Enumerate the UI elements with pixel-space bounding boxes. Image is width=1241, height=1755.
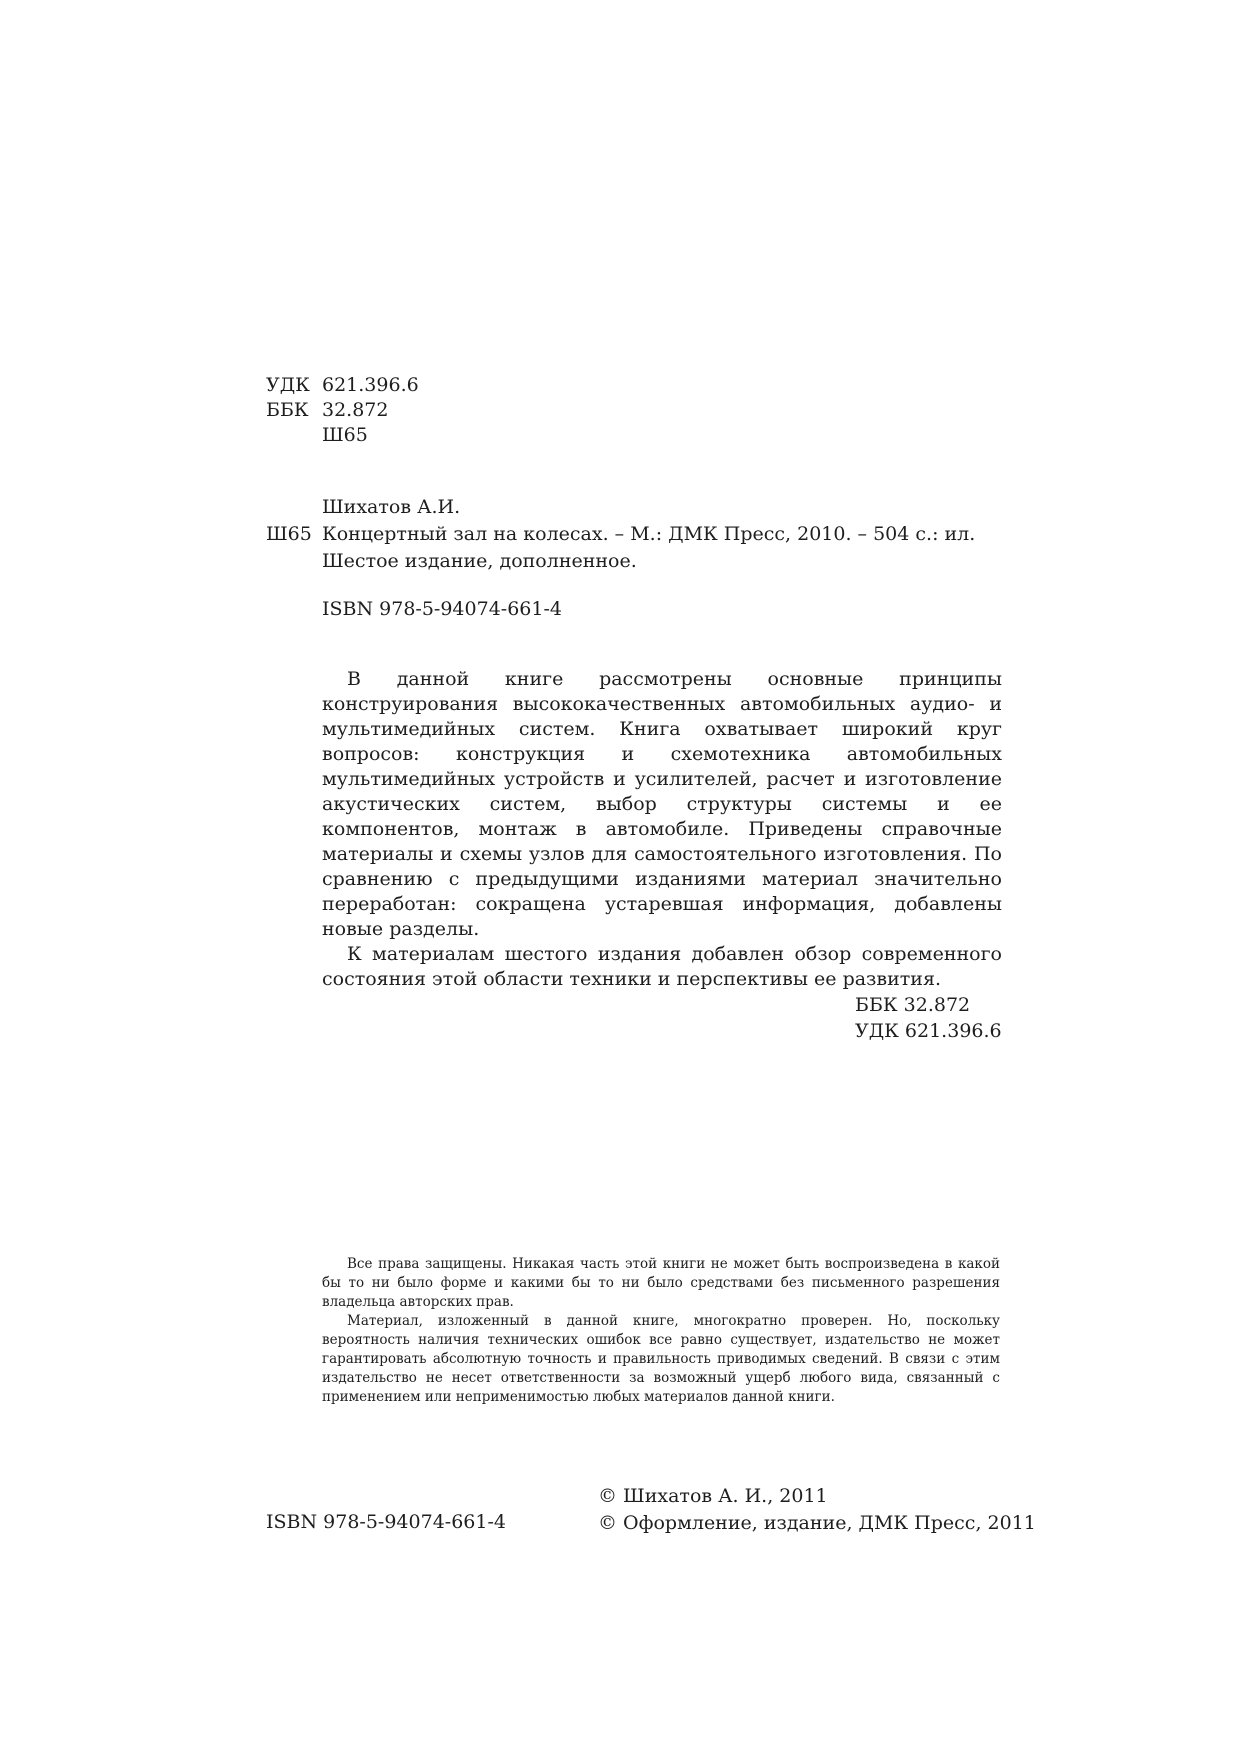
classification-codes [266,373,419,448]
author-mark: Ш65 [322,424,368,446]
biblio-mark: Ш65 [266,523,312,545]
copyright-author: © Шихатов А. И., 2011 [598,1485,828,1507]
author-name: Шихатов А.И. [322,496,461,518]
bbk-row [266,398,419,423]
bbk-value: 32.872 [322,399,389,421]
udk-label: УДК [266,374,310,396]
udk-value: 621.396.6 [322,374,419,396]
udk-row [266,373,419,398]
rights-paragraph: Материал, изложенный в данной книге, многократно проверен. Но, поскольку вероятность наличия технических ошибок все равно существует, издательство не может гарантировать абсолютную точность и правильность приводимых сведений. В связи с этим издательство не несет ответственности за возможный ущерб любого вида, связанный с применением или неприменимостью любых материалов данной книги. [322,1313,1000,1405]
author-mark-row [266,423,419,448]
right-classification-codes [855,993,1002,1045]
copyright-publisher: © Оформление, издание, ДМК Пресс, 2011 [598,1512,1036,1534]
rights-paragraph: Все права защищены. Никакая часть этой книги не может быть воспроизведена в какой бы то ни было форме и какими бы то ни было средствами без письменного разрешения владельца авторских прав. [322,1256,1000,1310]
footer-isbn: ISBN 978-5-94074-661-4 [266,1511,506,1533]
annotation-paragraph: К материалам шестого издания добавлен обзор современного состояния этой области техники и перспективы ее развития. [322,943,1002,990]
biblio-isbn: ISBN 978-5-94074-661-4 [322,598,562,620]
bibliographic-record [266,495,975,624]
annotation-paragraph: В данной книге рассмотрены основные принципы конструирования высококачественных автомобильных аудио- и мультимедийных систем. Книга охватывает широкий круг вопросов: конструкция и схемотехника автомобильных мультимедийных устройств и усилителей, расчет и изготовление акустических систем, выбор структуры системы и ее компонентов, монтаж в автомобиле. Приведены справочные материалы и схемы узлов для самостоятельного изготовления. По сравнению с предыдущими изданиями материал значительно переработан: сокращена устаревшая информация, добавлены новые разделы. [322,668,1002,940]
edition-note: Шестое издание, дополненное. [322,550,637,572]
rights-notice [322,1255,1000,1407]
annotation [322,667,1002,992]
right-bbk: ББК 32.872 [855,994,971,1016]
bbk-label: ББК [266,399,309,421]
book-title-line: Концертный зал на колесах. – М.: ДМК Пресс, 2010. – 504 с.: ил. [322,523,976,545]
right-udk: УДК 621.396.6 [855,1020,1002,1042]
copyright-block [598,1484,1036,1538]
